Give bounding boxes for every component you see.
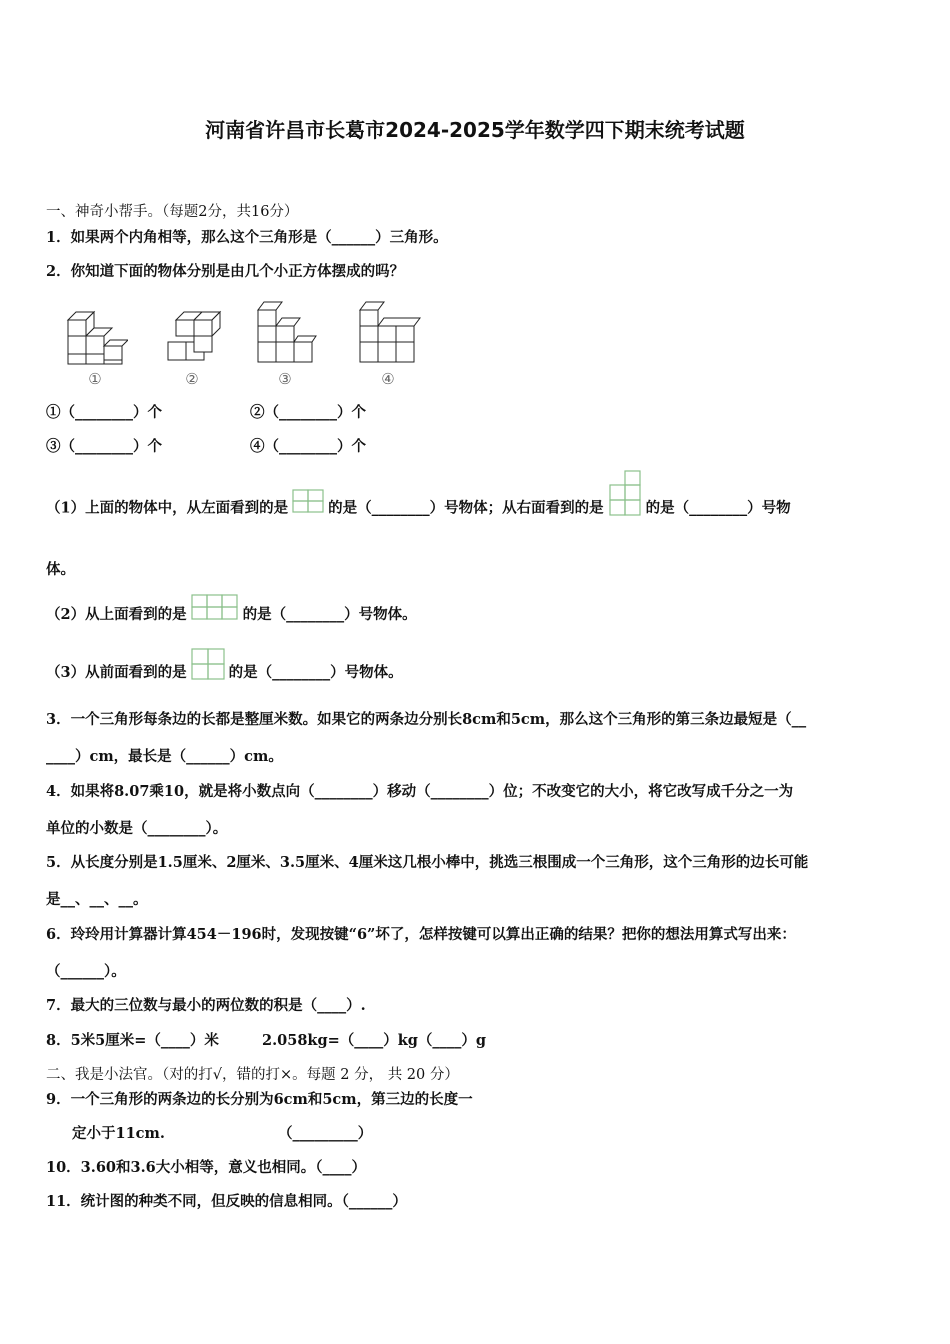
- question-8-part-a: 8．5米5厘米=（____）米: [46, 1032, 219, 1049]
- sub-question-2: [46, 594, 417, 636]
- question-2: 2．你知道下面的物体分别是由几个小正方体摆成的吗？: [46, 263, 405, 280]
- cube-figure-3: [252, 298, 318, 368]
- cube-figure-2: [164, 298, 224, 368]
- sub-question-1-text-b: 的是（________）号物体；从右面看到的是: [328, 499, 604, 517]
- question-3-line-2: ____）cm，最长是（______）cm。: [46, 748, 283, 765]
- figure-label-3: ③: [278, 370, 292, 388]
- left-view-grid: [292, 474, 324, 544]
- sub-question-3-text-b: 的是（________）号物体。: [228, 664, 403, 681]
- question-8-part-b: 2.058kg=（____）kg（____）g: [262, 1032, 487, 1049]
- sub-question-1: [46, 470, 791, 547]
- question-11: 11．统计图的种类不同，但反映的信息相同。（______）: [46, 1193, 407, 1210]
- answer-2: ②（________）个: [250, 404, 366, 421]
- answer-1: ①（________）个: [46, 404, 162, 421]
- question-7: 7．最大的三位数与最小的两位数的积是（____）.: [46, 997, 366, 1014]
- cube-figure-4: [354, 298, 424, 368]
- figure-label-1: ①: [88, 370, 102, 388]
- page-title: 河南省许昌市长葛市2024-2025学年数学四下期末统考试题: [205, 118, 745, 142]
- question-4-line-2: 单位的小数是（________）。: [46, 820, 228, 837]
- question-3-line-1: 3．一个三角形每条边的长都是整厘米数。如果它的两条边分别长8cm和5cm，那么这个三角形的第三条边最短是（__: [46, 711, 807, 728]
- sub-question-1-text-a: （1）上面的物体中，从左面看到的是: [46, 499, 289, 517]
- figure-label-4: ④: [381, 370, 395, 388]
- question-9-line-1: 9．一个三角形的两条边的长分别为6cm和5cm，第三边的长度一: [46, 1091, 473, 1108]
- sub-question-1-text-c: 的是（________）号物: [645, 499, 791, 517]
- sub-question-3: [46, 648, 403, 698]
- question-1: 1．如果两个内角相等，那么这个三角形是（______）三角形。: [46, 229, 448, 246]
- top-view-grid: [191, 594, 239, 636]
- question-10: 10．3.60和3.6大小相等，意义也相同。（____）: [46, 1159, 366, 1176]
- sub-question-1-continued: 体。: [46, 561, 75, 578]
- section-heading-2: 二、我是小法官。（对的打√，错的打×。每题 2 分， 共 20 分）: [46, 1067, 459, 1083]
- right-view-grid: [608, 470, 642, 547]
- question-5-line-2: 是__、__、__。: [46, 891, 148, 908]
- question-5-line-1: 5．从长度分别是1.5厘米、2厘米、3.5厘米、4厘米这几根小棒中，挑选三根围成一个三角形，这个三角形的边长可能: [46, 854, 809, 871]
- section-heading-1: 一、神奇小帮手。（每题2分，共16分）: [46, 204, 299, 220]
- question-9-blank: （_________）: [278, 1125, 373, 1142]
- question-6-line-1: 6．玲玲用计算器计算454－196时，发现按键“6”坏了，怎样按键可以算出正确的结果？把你的想法用算式写出来：: [46, 926, 796, 943]
- answer-3: ③（________）个: [46, 438, 162, 455]
- sub-question-2-text-a: （2）从上面看到的是: [46, 606, 187, 623]
- front-view-grid: [191, 648, 225, 698]
- sub-question-2-text-b: 的是（________）号物体。: [242, 606, 417, 623]
- sub-question-3-text-a: （3）从前面看到的是: [46, 664, 187, 681]
- question-4-line-1: 4．如果将8.07乘10，就是将小数点向（________）移动（________）位；不改变它的大小，将它改写成千分之一为: [46, 783, 794, 800]
- question-9-line-2: 定小于11cm.: [72, 1125, 165, 1142]
- answer-4: ④（________）个: [250, 438, 366, 455]
- figure-label-2: ②: [185, 370, 199, 388]
- question-6-line-2: （______）。: [46, 963, 126, 980]
- cube-figure-1: [62, 298, 128, 368]
